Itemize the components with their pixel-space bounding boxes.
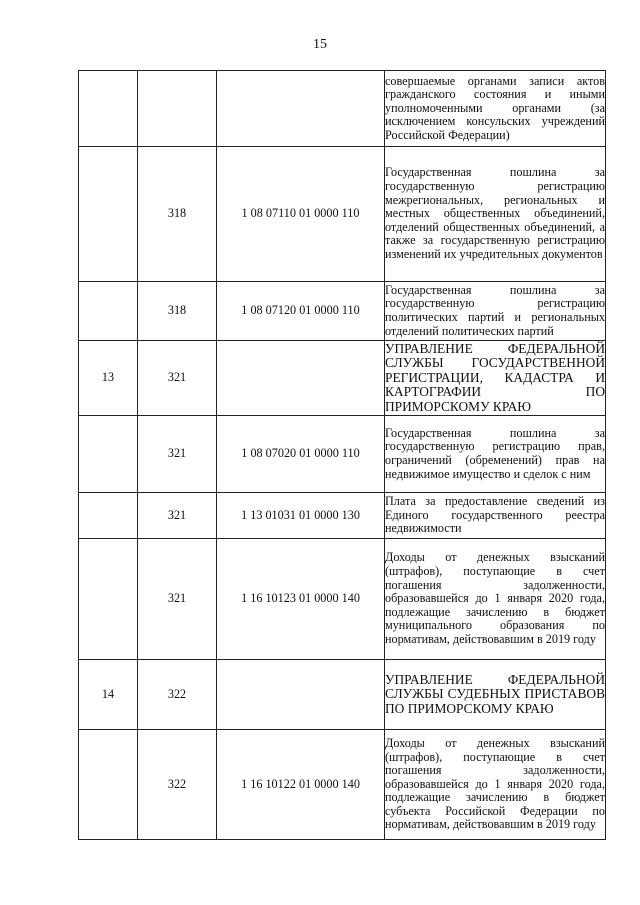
agency-heading: УПРАВЛЕНИЕ ФЕДЕРАЛЬНОЙ СЛУЖБЫ ГОСУДАРСТВЕННОЙ РЕГИСТРАЦИИ, КАДАСТРА И КАРТОГРАФИИ ПО ПРИМОРСКОМУ КРАЮ bbox=[385, 340, 605, 414]
revenue-description: Доходы от денежных взысканий (штрафов), поступающие в счет погашения задолженности, образовавшейся до 1 января 2020 года, подлежащие зачислению в бюджет муниципального образования по нормативам, действовавшим в 2019 году bbox=[385, 539, 606, 660]
table-row bbox=[79, 730, 606, 840]
table-row bbox=[79, 71, 606, 147]
row-number bbox=[79, 539, 138, 660]
admin-code: 322 bbox=[138, 730, 217, 840]
admin-code: 318 bbox=[138, 282, 217, 341]
admin-code: 321 bbox=[138, 416, 217, 493]
revenue-description: Государственная пошлина за государственную регистрацию политических партий и региональных отделений политических партий bbox=[385, 282, 606, 341]
page-number: 15 bbox=[313, 37, 327, 52]
budget-classification-code: 1 16 10123 01 0000 140 bbox=[217, 539, 385, 660]
row-number bbox=[79, 147, 138, 282]
row-number bbox=[79, 416, 138, 493]
revenue-description: Государственная пошлина за государственную регистрацию прав, ограничений (обременений) прав на недвижимое имущество и сделок с ним bbox=[385, 416, 606, 493]
budget-classification-code bbox=[217, 341, 385, 416]
agency-heading: УПРАВЛЕНИЕ ФЕДЕРАЛЬНОЙ СЛУЖБЫ СУДЕБНЫХ ПРИСТАВОВ ПО ПРИМОРСКОМУ КРАЮ bbox=[385, 660, 606, 730]
table-row bbox=[79, 282, 606, 341]
admin-code: 321 bbox=[138, 539, 217, 660]
admin-code: 321 bbox=[138, 493, 217, 539]
admin-code: 322 bbox=[138, 660, 217, 730]
revenue-description: Плата за предоставление сведений из Единого государственного реестра недвижимости bbox=[385, 493, 606, 539]
row-number bbox=[79, 730, 138, 840]
table-row bbox=[79, 416, 606, 493]
budget-classification-code: 1 16 10122 01 0000 140 bbox=[217, 730, 385, 840]
table-row bbox=[79, 660, 606, 730]
budget-classification-code: 1 08 07120 01 0000 110 bbox=[217, 282, 385, 341]
table-row bbox=[79, 341, 606, 416]
revenue-description: Доходы от денежных взысканий (штрафов), поступающие в счет погашения задолженности, образовавшейся до 1 января 2020 года, подлежащие зачислению в бюджет субъекта Российской Федерации по нормативам, действовавшим в 2019 году bbox=[385, 730, 606, 840]
admin-code: 318 bbox=[138, 147, 217, 282]
budget-classification-code bbox=[217, 660, 385, 730]
revenue-description: Государственная пошлина за государственную регистрацию межрегиональных, региональных и местных общественных объединений, отделений общественных объединений, а также за государственную регистрацию изменений их учредительных документов bbox=[385, 147, 606, 282]
admin-code bbox=[138, 71, 217, 147]
budget-classification-code bbox=[217, 71, 385, 147]
table-row bbox=[79, 147, 606, 282]
budget-classification-code: 1 08 07110 01 0000 110 bbox=[217, 147, 385, 282]
row-number: 14 bbox=[79, 660, 138, 730]
admin-code: 321 bbox=[138, 341, 217, 416]
budget-classification-code: 1 08 07020 01 0000 110 bbox=[217, 416, 385, 493]
revenue-description: совершаемые органами записи актов гражданского состояния и иными уполномоченными органами (за исключением консульских учреждений Российской Федерации) bbox=[385, 71, 606, 147]
row-number: 13 bbox=[79, 341, 138, 416]
budget-classification-code: 1 13 01031 01 0000 130 bbox=[217, 493, 385, 539]
row-number bbox=[79, 493, 138, 539]
revenue-codes-table bbox=[78, 70, 606, 840]
table-row bbox=[79, 539, 606, 660]
row-number bbox=[79, 282, 138, 341]
row-number bbox=[79, 71, 138, 147]
table-row bbox=[79, 493, 606, 539]
